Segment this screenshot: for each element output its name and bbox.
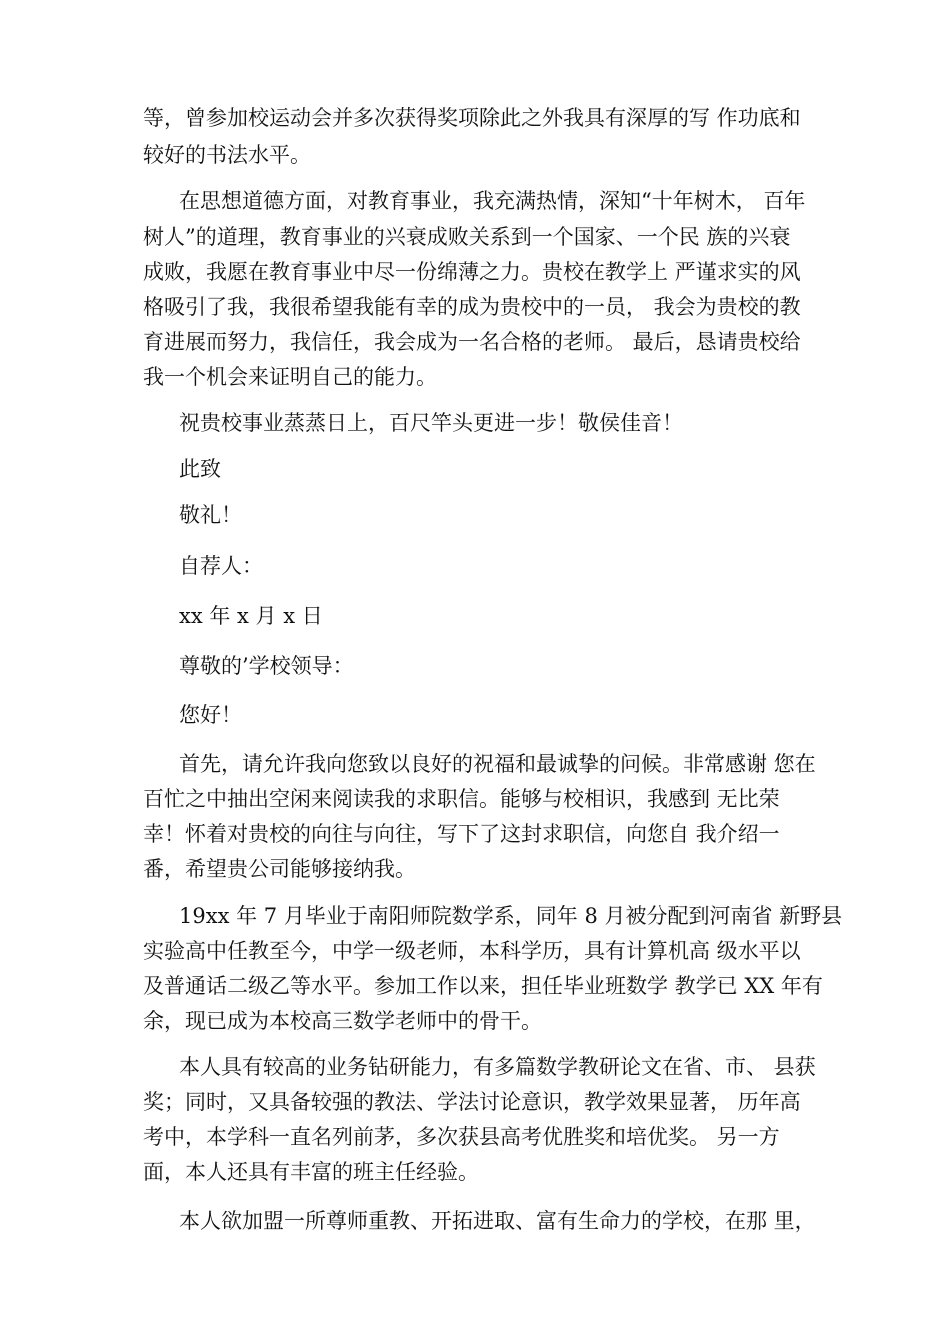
text-line: 奖；同时，又具备较强的教法、学法讨论意识，教学效果显著， 历年高 (143, 1090, 801, 1114)
text-line: xx 年 x 月 x 日 (179, 604, 323, 628)
text-line: 您好！ (179, 703, 242, 727)
text-line: 及普通话二级乙等水平。参加工作以来，担任毕业班数学 教学已 XX 年有 (143, 974, 823, 998)
text-line: 树人”的道理，教育事业的兴衰成败关系到一个国家、一个民 族的兴衰 (143, 225, 791, 249)
text-line: 19xx 年 7 月毕业于南阳师院数学系，同年 8 月被分配到河南省 新野县 (179, 904, 843, 928)
text-line: 本人欲加盟一所尊师重教、开拓进取、富有生命力的学校，在那 里， (179, 1209, 816, 1233)
text-line: 祝贵校事业蒸蒸日上，百尺竿头更进一步！敬侯佳音！ (179, 411, 683, 435)
text-line: 育进展而努力，我信任，我会成为一名合格的老师。 最后，恳请贵校给 (143, 330, 801, 354)
text-line: 余，现已成为本校高三数学老师中的骨干。 (143, 1009, 542, 1033)
text-line: 番，希望贵公司能够接纳我。 (143, 857, 416, 881)
text-line: 等，曾参加校运动会并多次获得奖项除此之外我具有深厚的写 作功底和 (143, 106, 801, 130)
text-line: 较好的书法水平。 (143, 143, 311, 167)
text-line: 在思想道德方面，对教育事业，我充满热情，深知“十年树木， 百年 (179, 189, 806, 213)
text-line: 尊敬的’学校领导： (179, 654, 354, 678)
text-line: 首先，请允许我向您致以良好的祝福和最诚挚的问候。非常感谢 您在 (179, 752, 816, 776)
text-line: 此致 (179, 457, 221, 481)
text-line: 幸！怀着对贵校的向往与向往，写下了这封求职信，向您自 我介绍一 (143, 822, 780, 846)
text-line: 敬礼！ (179, 503, 242, 527)
text-line: 我一个机会来证明自己的能力。 (143, 365, 437, 389)
text-line: 考中，本学科一直名列前茅，多次获县高考优胜奖和培优奖。 另一方 (143, 1125, 780, 1149)
text-line: 自荐人： (179, 554, 263, 578)
text-line: 成败，我愿在教育事业中尽一份绵薄之力。贵校在教学上 严谨求实的风 (143, 260, 801, 284)
text-line: 格吸引了我，我很希望我能有幸的成为贵校中的一员， 我会为贵校的教 (143, 295, 801, 319)
text-line: 面，本人还具有丰富的班主任经验。 (143, 1160, 479, 1184)
text-line: 百忙之中抽出空闲来阅读我的求职信。能够与校相识，我感到 无比荣 (143, 787, 780, 811)
text-line: 实验高中任教至今，中学一级老师，本科学历，具有计算机高 级水平以 (143, 939, 801, 963)
text-line: 本人具有较高的业务钻研能力，有多篇数学教研论文在省、市、 县获 (179, 1055, 816, 1079)
